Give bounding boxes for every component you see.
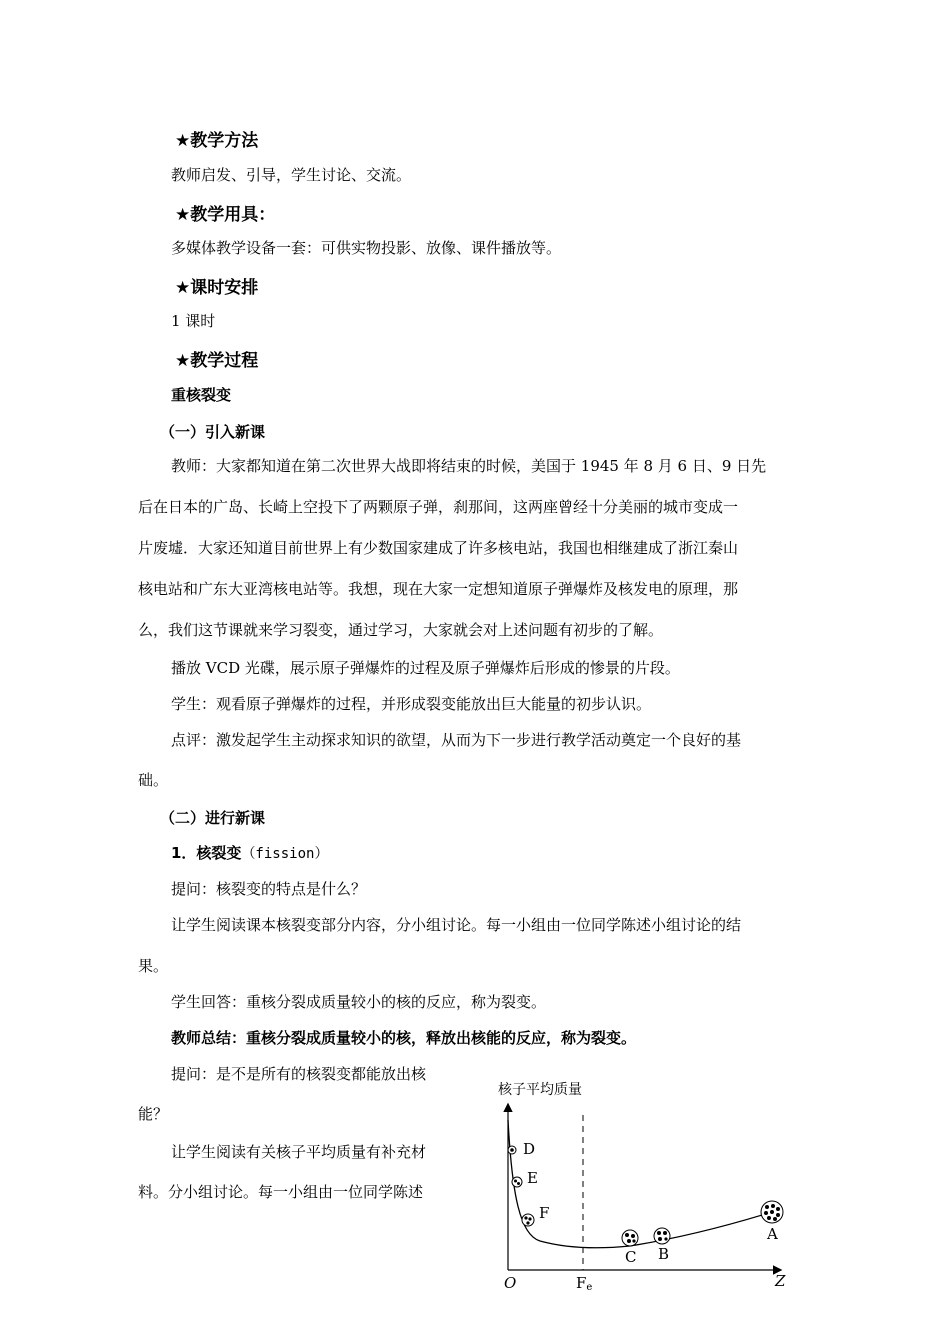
tools-text: 多媒体教学设备一套：可供实物投影、放像、课件播放等。 [171, 239, 562, 257]
paragraph-line: 提问：是不是所有的核裂变都能放出核 [171, 1065, 427, 1083]
paragraph-line: 果。 [138, 957, 169, 975]
nucleus-c [622, 1230, 638, 1246]
label-a: A [767, 1225, 778, 1243]
label-c: C [625, 1248, 637, 1266]
paragraph-line: 让学生阅读课本核裂变部分内容，分小组讨论。每一小组由一位同学陈述小组讨论的结 [171, 916, 742, 934]
fission-heading [171, 842, 328, 863]
question-1: 提问：核裂变的特点是什么？ [171, 880, 367, 898]
paragraph-vcd: 播放 VCD 光碟，展示原子弹爆炸的过程及原子弹爆炸后形成的惨景的片段。 [171, 659, 680, 677]
fe-label-sub: e [586, 1282, 593, 1293]
student-answer: 学生回答：重核分裂成质量较小的核的反应，称为裂变。 [171, 993, 547, 1011]
fe-label-main: F [576, 1274, 587, 1292]
paragraph-line: 料。分小组讨论。每一小组由一位同学陈述 [138, 1183, 424, 1201]
method-title: ★教学方法 [175, 131, 259, 151]
process-title: ★教学过程 [175, 351, 259, 371]
z-axis-label: Z [775, 1272, 786, 1290]
fission-english: （fission） [241, 846, 329, 862]
label-d: D [523, 1140, 536, 1158]
paragraph-line: 点评：激发起学生主动探求知识的欲望，从而为下一步进行教学活动奠定一个良好的基 [171, 731, 742, 749]
label-e: E [527, 1169, 538, 1187]
mass-curve [508, 1120, 772, 1248]
nucleon-mass-figure [490, 1075, 810, 1295]
y-axis-label: 核子平均质量 [498, 1082, 582, 1098]
fission-number-title: 1．核裂变 [171, 844, 242, 862]
paragraph-student: 学生：观看原子弹爆炸的过程，并形成裂变能放出巨大能量的初步认识。 [171, 695, 652, 713]
teacher-summary: 教师总结：重核分裂成质量较小的核，释放出核能的反应，称为裂变。 [171, 1029, 637, 1047]
nucleus-e [512, 1177, 522, 1187]
paragraph-line: 片废墟．大家还知道目前世界上有少数国家建成了许多核电站，我国也相继建成了浙江秦山 [138, 539, 739, 557]
schedule-text: 1 课时 [171, 312, 216, 330]
paragraph-line: 后在日本的广岛、长崎上空投下了两颗原子弹，刹那间，这两座曾经十分美丽的城市变成一 [138, 498, 739, 516]
paragraph-line: 核电站和广东大亚湾核电站等。我想，现在大家一定想知道原子弹爆炸及核发电的原理，那 [138, 580, 739, 598]
paragraph-line: 础。 [138, 771, 169, 789]
paragraph-line: 教师：大家都知道在第二次世界大战即将结束的时候，美国于 1945 年 8 月 6 日、9 日先 [171, 457, 767, 475]
paragraph-line: 让学生阅读有关核子平均质量有补充材 [171, 1143, 427, 1161]
part1-title: （一）引入新课 [160, 423, 266, 441]
part2-title: （二）进行新课 [160, 809, 266, 827]
label-f: F [539, 1204, 550, 1222]
method-text: 教师启发、引导，学生讨论、交流。 [171, 166, 412, 184]
fe-label [576, 1274, 592, 1293]
nucleus-a [761, 1201, 783, 1223]
origin-label: O [504, 1274, 517, 1292]
tools-title: ★教学用具： [175, 205, 276, 225]
paragraph-line: 能？ [138, 1105, 169, 1123]
schedule-title: ★课时安排 [175, 278, 259, 298]
nucleus-b [654, 1228, 670, 1244]
nucleus-d [508, 1146, 516, 1154]
topic-heading: 重核裂变 [171, 386, 232, 404]
paragraph-line: 么，我们这节课就来学习裂变，通过学习，大家就会对上述问题有初步的了解。 [138, 621, 664, 639]
nucleus-f [522, 1214, 534, 1226]
label-b: B [658, 1245, 670, 1263]
